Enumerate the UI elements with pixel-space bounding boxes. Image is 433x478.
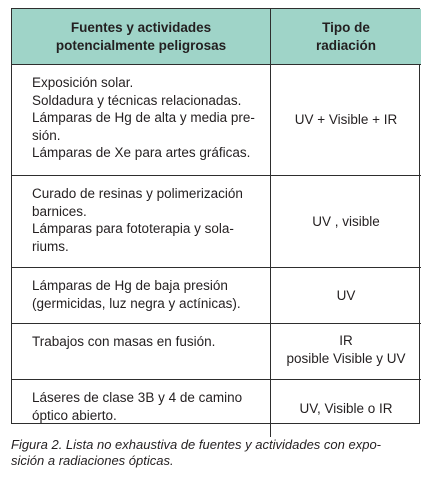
radiation-value: UV, Visible o IR — [299, 400, 393, 416]
radiation-value: IR — [339, 333, 353, 348]
source-line: Soldadura y técnicas relacionadas. — [32, 92, 242, 108]
header-radiation — [271, 9, 421, 65]
table-row-2-radiation — [271, 176, 421, 268]
table-row-4-radiation — [271, 324, 421, 380]
source-line: sión. — [32, 127, 61, 143]
source-line: Lámparas de Xe para artes gráficas. — [32, 145, 251, 160]
header-sources-label: Fuentes y actividades potencialmente peligrosas — [55, 20, 227, 53]
source-line: (germicidas, luz negra y actínicas). — [32, 295, 241, 311]
table-row-1-radiation — [271, 65, 421, 176]
source-line: Láseres de clase 3B y 4 de camino — [32, 390, 243, 405]
header-radiation-label: Tipo de radiación — [315, 20, 377, 53]
source-line: Trabajos con masas en fusión. — [32, 334, 216, 349]
source-line: Lámparas para fototerapia y sola- — [32, 221, 234, 236]
table-row-5-sources — [12, 380, 271, 437]
radiation-value: posible Visible y UV — [286, 350, 406, 366]
table-row-4-sources — [12, 324, 271, 380]
table-row-3-radiation — [271, 268, 421, 324]
sources-radiation-table — [11, 8, 420, 424]
table-row-1-sources — [12, 65, 271, 176]
source-line: óptico abierto. — [32, 407, 117, 423]
source-line: Exposición solar. — [32, 75, 134, 90]
radiation-value: UV , visible — [312, 213, 380, 229]
figure-caption: Figura 2. Lista no exhaustiva de fuentes y actividades con expo- sición a radiaciones ópticas. — [11, 437, 381, 468]
source-line: Lámparas de Hg de alta y media pre- — [32, 110, 255, 125]
source-line: Curado de resinas y polimerización — [32, 186, 243, 201]
source-line: riums. — [32, 238, 69, 254]
radiation-value: UV + Visible + IR — [294, 112, 398, 128]
table-row-5-radiation — [271, 380, 421, 437]
table-row-3-sources — [12, 268, 271, 324]
source-line: barnices. — [32, 203, 87, 219]
header-sources — [12, 9, 271, 65]
source-line: Lámparas de Hg de baja presión — [32, 278, 228, 293]
radiation-value: UV — [336, 287, 356, 303]
table-row-2-sources — [12, 176, 271, 268]
